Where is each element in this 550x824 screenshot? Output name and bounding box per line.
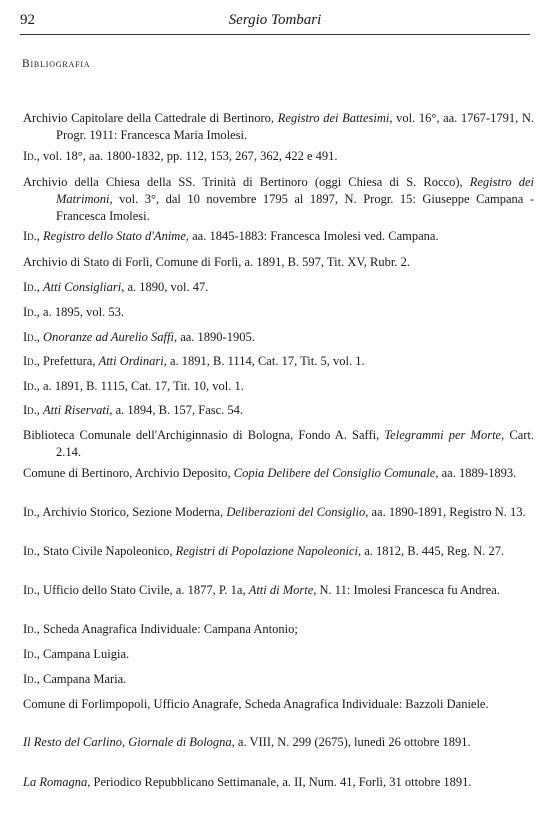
bibliography-entry [23,646,534,663]
entry-text: , Prefettura, [36,354,99,368]
bibliography-entry [23,465,534,482]
entry-text: , [36,280,44,294]
entry-text: Biblioteca Comunale dell'Archiginnasio di Bologna, Fondo A. Saffi, [23,428,385,442]
running-title: Sergio Tombari [228,12,322,28]
entry-ibidem: Id. [23,505,37,519]
entry-text: , Scheda Anagrafica Individuale: Campana Antonio; [36,622,298,636]
entry-text: , a. 1812, B. 445, Reg. N. 27. [357,544,505,558]
bibliography-entry [23,402,534,419]
bibliography-entry [23,279,534,296]
bibliography-entry [23,427,534,461]
entry-ibidem: Id. [23,354,37,368]
bibliography-entry [23,304,534,321]
entry-title-italic: Registri di Popolazione Napoleonici [175,544,358,558]
entry-title-italic: Atti di Morte [248,583,314,597]
entry-text: , vol. 18°, aa. 1800-1832, pp. 112, 153, 267, 362, 422 e 491. [36,149,338,163]
entry-text: , aa. 1889-1893. [435,466,517,480]
entry-text: , a. 1891, B. 1115, Cat. 17, Tit. 10, vol. 1. [36,379,244,393]
entry-title-italic: Registro dei Battesimi [277,111,390,125]
entry-text: , a. 1891, B. 1114, Cat. 17, Tit. 5, vol. 1. [163,354,365,368]
entry-text: , a. VIII, N. 299 (2675), lunedì 26 ottobre 1891. [231,735,471,749]
entry-text: , vol. 16°, aa. 1767-1791, N. Progr. 1911: Francesca Maria Imolesi. [56,111,535,142]
entry-text: , Cart. 2.14. [56,428,535,459]
page-header [20,12,530,35]
entry-text: , [36,330,44,344]
bibliography-entry [23,110,534,144]
entry-title-italic: Telegrammi per Morte [384,428,502,442]
entry-text: Comune di Forlimpopoli, Ufficio Anagrafe, Scheda Anagrafica Individuale: Bazzoli Daniele. [23,697,489,711]
entry-title-italic: La Romagna [23,775,88,789]
entry-text: , a. 1890, vol. 47. [121,280,209,294]
entry-title-italic: Copia Delibere del Consiglio Comunale [233,466,436,480]
entry-text: Comune di Bertinoro, Archivio Deposito, [23,466,234,480]
entry-text: Archivio Capitolare della Cattedrale di Bertinoro, [23,111,278,125]
entry-title-italic: Atti Ordinari [98,354,164,368]
section-heading: Bibliografia [22,58,91,70]
bibliography-entry [23,621,534,638]
entry-text: , aa. 1890-1891, Registro N. 13. [365,505,526,519]
entry-title-italic: Atti Consigliari [43,280,122,294]
entry-text: , [36,403,44,417]
entry-text: , Periodico Repubblicano Settimanale, a. II, Num. 41, Forlì, 31 ottobre 1891. [87,775,472,789]
bibliography-entry [23,353,534,370]
bibliography-entry [23,329,534,346]
bibliography-entry [23,671,534,688]
entry-title-italic: Il Resto del Carlino, Giornale di Bologna [23,735,232,749]
entry-text: , Campana Maria. [36,672,127,686]
entry-ibidem: Id. [23,622,37,636]
entry-ibidem: Id. [23,583,37,597]
entry-title-italic: Registro dello Stato d'Anime [43,229,186,243]
entry-text: , a. 1895, vol. 53. [36,305,124,319]
entry-ibidem: Id. [23,672,37,686]
entry-ibidem: Id. [23,229,37,243]
bibliography-entry [23,504,534,521]
entry-text: Archivio di Stato di Forlì, Comune di Forlì, a. 1891, B. 597, Tit. XV, Rubr. 2. [23,255,410,269]
entry-text: Archivio della Chiesa della SS. Trinità di Bertinoro (oggi Chiesa di S. Rocco), [23,175,470,189]
entry-text: , vol. 3°, dal 10 novembre 1795 al 1897, N. Progr. 15: Giuseppe Campana - Francesca Imolesi. [56,192,534,223]
bibliography-entry [23,774,534,791]
bibliography-entry [23,174,534,225]
entry-title-italic: Atti Riservati [43,403,110,417]
bibliography-entry [23,734,534,751]
bibliography-entry [23,378,534,395]
entry-text: , Campana Luigia. [36,647,130,661]
entry-text: , aa. 1845-1883: Francesca Imolesi ved. Campana. [185,229,439,243]
bibliography-entry [23,148,534,165]
entry-ibidem: Id. [23,330,37,344]
bibliography-entry [23,582,534,599]
entry-text: , Archivio Storico, Sezione Moderna, [36,505,227,519]
entry-title-italic: Deliberazioni del Consiglio [226,505,366,519]
entry-text: , Stato Civile Napoleonico, [36,544,176,558]
entry-text: , aa. 1890-1905. [173,330,255,344]
bibliography-entry [23,543,534,560]
page-number: 92 [20,12,35,28]
entry-title-italic: Onoranze ad Aurelio Saffi [43,330,174,344]
entry-text: , Ufficio dello Stato Civile, a. 1877, P. 1a, [36,583,249,597]
entry-ibidem: Id. [23,280,37,294]
entry-ibidem: Id. [23,379,37,393]
entry-text: , a. 1894, B. 157, Fasc. 54. [109,403,244,417]
entry-ibidem: Id. [23,544,37,558]
bibliography-entry [23,254,534,271]
entry-ibidem: Id. [23,149,37,163]
bibliography-entry [23,696,534,713]
entry-ibidem: Id. [23,305,37,319]
bibliography-entry [23,228,534,245]
entry-text: , [36,229,44,243]
entry-title-italic: Registro dei Matrimoni [56,175,534,206]
entry-ibidem: Id. [23,647,37,661]
entry-ibidem: Id. [23,403,37,417]
entry-text: , N. 11: Imolesi Francesca fu Andrea. [313,583,500,597]
